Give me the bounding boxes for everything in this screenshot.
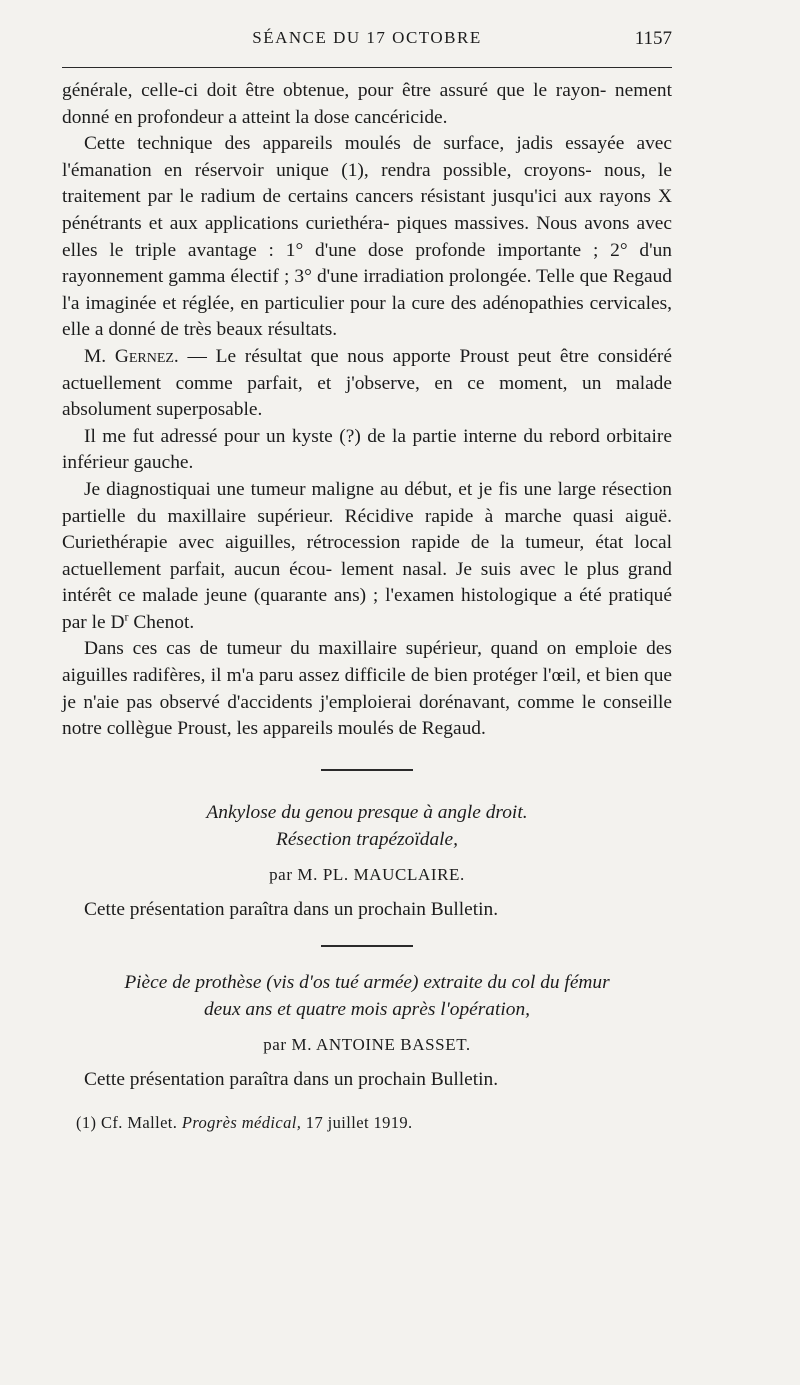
paragraph-continuation [62, 78, 672, 131]
header-rule [62, 67, 672, 68]
section-separator [321, 769, 413, 771]
section-byline: par M. ANTOINE BASSET. [263, 1034, 471, 1054]
text-line: dose profonde importante ; 2° d'un rayonnement gamma électif ; [62, 239, 672, 288]
text-line: rebord orbitaire inférieur gauche. [62, 425, 672, 474]
section-title-line: Pièce de prothèse (vis d'os tué armée) extraite du col du fémur [124, 971, 610, 993]
text-line: rapide de la tumeur, état local actuellement parfait, aucun écou- [62, 532, 672, 580]
section-title-line: deux ans et quatre mois après l'opération, [203, 998, 531, 1020]
paragraph-kyste [62, 424, 672, 477]
text-line: D [110, 611, 125, 633]
footnote-date: 17 juillet 1919. [301, 1112, 413, 1132]
text-line: réglée, en particulier pour la cure des adénopathies cervicales, elle [62, 292, 672, 341]
text-line: nous, le traitement par le radium de certains cancers résistant [62, 159, 672, 208]
text-line: emploie des aiguilles radifères, il m'a paru assez difficile de bien [62, 638, 672, 687]
text-line: . — Le résultat que nous apporte Proust peut être [173, 345, 589, 367]
text-line: protéger l'œil, et bien que je n'aie pas observé d'accidents [62, 665, 673, 713]
text-line: large résection partielle du maxillaire supérieur. Récidive rapide [62, 478, 672, 527]
text-line: (quarante ans) ; l'examen histologique a été pratiqué par le [62, 585, 672, 633]
paragraph-technique [62, 131, 672, 344]
section-title-line: Ankylose du genou presque à angle droit. [206, 801, 528, 823]
footnote-prefix: (1) Cf. Mallet. [76, 1112, 182, 1132]
section-note: Cette présentation paraîtra dans un prochain Bulletin. [84, 898, 499, 920]
paragraph-diagnostic [62, 477, 672, 637]
paragraph-maxillaire [62, 636, 672, 742]
text-line: Dans ces cas de tumeur du maxillaire supérieur, quand on [84, 638, 567, 660]
text-line: générale, celle-ci doit être obtenue, pour être assuré que le rayon- [62, 80, 607, 101]
section-basset [62, 969, 672, 1093]
text-line: considéré actuellement comme parfait, et j'observe, en ce moment, [62, 345, 672, 394]
text-line: un malade absolument superposable. [62, 372, 672, 421]
footnote [62, 1113, 672, 1133]
body-text [62, 78, 672, 743]
section-mauclaire [62, 799, 672, 923]
running-head [62, 28, 672, 62]
section-note: Cette présentation paraîtra dans un prochain Bulletin. [84, 1068, 499, 1090]
superscript: r [124, 609, 129, 624]
footnote-journal: Progrès médical, [181, 1112, 302, 1132]
section-separator [321, 945, 413, 947]
text-line: piques massives. Nous avons avec elles le triple avantage : 1° d'une [62, 212, 672, 261]
speaker-prefix: M. [84, 345, 115, 367]
section-title-line: Résection trapézoïdale, [275, 828, 458, 850]
page-number: 1157 [634, 28, 672, 49]
text-line: j'emploierai dorénavant, comme le conseille notre collègue Proust, [62, 691, 672, 740]
text-line: Je diagnostiquai une tumeur maligne au début, et je fis une [84, 478, 552, 500]
text-line: 3° d'une irradiation prolongée. Telle que Regaud l'a imaginée et [62, 266, 672, 314]
text-line: les appareils moulés de Regaud. [236, 718, 486, 740]
text-line: Cette technique des appareils moulés de surface, jadis essayée [84, 133, 625, 155]
text-line: nement donné en profondeur a atteint la dose cancéricide. [62, 80, 672, 128]
running-head-title: SÉANCE DU 17 OCTOBRE [252, 28, 482, 47]
text-line: jusqu'ici aux rayons X pénétrants et aux applications curiethéra- [62, 186, 672, 234]
text-line: à marche quasi aiguë. Curiethérapie avec aiguilles, rétrocession [62, 505, 672, 554]
text-line: Chenot. [128, 611, 195, 633]
text-line: Il me fut adressé pour un kyste (?) de la partie interne du [84, 425, 543, 447]
section-byline: par M. PL. MAUCLAIRE. [269, 864, 465, 884]
text-line: lement nasal. Je suis avec le plus grand intérêt ce malade jeune [62, 558, 672, 607]
page [62, 28, 672, 1133]
text-line: avec l'émanation en réservoir unique (1), rendra possible, croyons- [62, 133, 672, 181]
text-line: a donné de très beaux résultats. [94, 319, 338, 341]
speaker-name: Gernez [114, 345, 174, 367]
paragraph-gernez [62, 344, 672, 424]
